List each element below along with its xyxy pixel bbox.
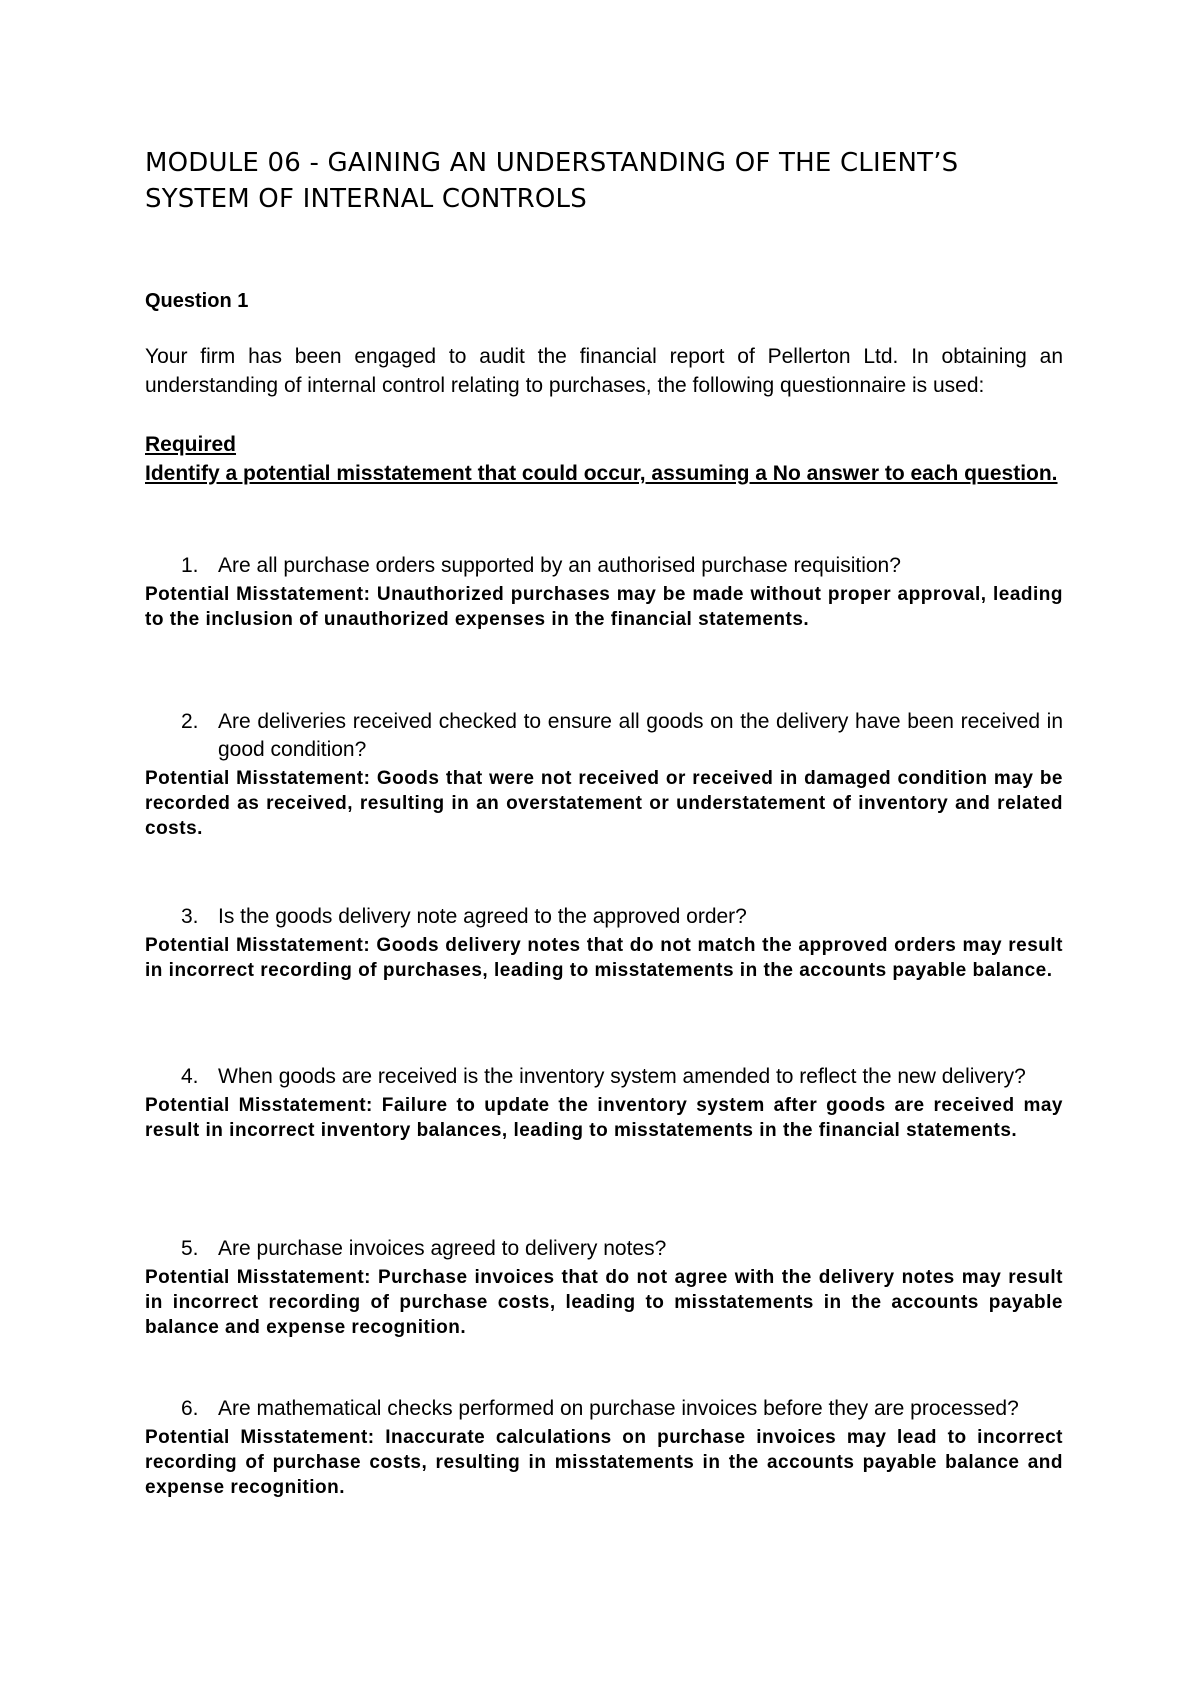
potential-misstatement: Potential Misstatement: Unauthorized purchases may be made without proper approval, leading to the inclusion of unauthorized expenses in the financial statements. xyxy=(145,584,1063,630)
potential-misstatement: Potential Misstatement: Goods delivery notes that do not match the approved orders may result in incorrect recording of purchases, leading to misstatements in the accounts payable balance. xyxy=(145,935,1063,981)
question-number: 5. xyxy=(181,1237,199,1260)
question-item-2 xyxy=(145,708,1063,841)
question-heading: Question 1 xyxy=(145,290,249,312)
question-item-1 xyxy=(145,552,1063,632)
question-number: 4. xyxy=(181,1065,199,1088)
question-item-4 xyxy=(145,1063,1063,1143)
question-row xyxy=(145,552,1063,580)
question-row xyxy=(145,1063,1063,1091)
question-item-5 xyxy=(145,1235,1063,1340)
potential-misstatement: Potential Misstatement: Purchase invoices that do not agree with the delivery notes may result in incorrect recording of purchase costs, leading to misstatements in the accounts payable balance and expense recognition. xyxy=(145,1267,1063,1338)
question-text: Are mathematical checks performed on purchase invoices before they are processed? xyxy=(218,1397,1019,1420)
question-item-6 xyxy=(145,1395,1063,1500)
document-content xyxy=(145,145,1063,1498)
potential-misstatement: Potential Misstatement: Failure to update the inventory system after goods are received may result in incorrect inventory balances, leading to misstatements in the financial statements. xyxy=(145,1095,1063,1141)
question-row xyxy=(145,1235,1063,1263)
question-text: Are all purchase orders supported by an authorised purchase requisition? xyxy=(218,554,901,577)
required-label: Required xyxy=(145,433,237,456)
question-text: Are purchase invoices agreed to delivery notes? xyxy=(218,1237,667,1260)
potential-misstatement: Potential Misstatement: Inaccurate calculations on purchase invoices may lead to incorrect recording of purchase costs, resulting in misstatements in the accounts payable balance and expense recognition. xyxy=(145,1427,1063,1498)
question-row xyxy=(145,1395,1063,1423)
question-text: When goods are received is the inventory system amended to reflect the new delivery? xyxy=(218,1065,1026,1088)
question-text: Are deliveries received checked to ensure all goods on the delivery have been received in good condition? xyxy=(218,710,1063,761)
question-number: 6. xyxy=(181,1397,199,1420)
question-row xyxy=(145,903,1063,931)
question-number: 3. xyxy=(181,905,199,928)
question-item-3 xyxy=(145,903,1063,983)
question-number: 2. xyxy=(181,710,199,733)
required-instruction: Identify a potential misstatement that could occur, assuming a No answer to each question. xyxy=(145,462,1058,485)
question-row xyxy=(145,708,1063,764)
module-title: MODULE 06 - GAINING AN UNDERSTANDING OF THE CLIENT’S SYSTEM OF INTERNAL CONTROLS xyxy=(145,148,959,214)
intro-paragraph: Your firm has been engaged to audit the financial report of Pellerton Ltd. In obtaining an understanding of internal control relating to purchases, the following questionnaire is used: xyxy=(145,345,1063,397)
question-number: 1. xyxy=(181,554,199,577)
potential-misstatement: Potential Misstatement: Goods that were not received or received in damaged condition may be recorded as received, resulting in an overstatement or understatement of inventory and related costs. xyxy=(145,768,1063,839)
question-text: Is the goods delivery note agreed to the approved order? xyxy=(218,905,747,928)
